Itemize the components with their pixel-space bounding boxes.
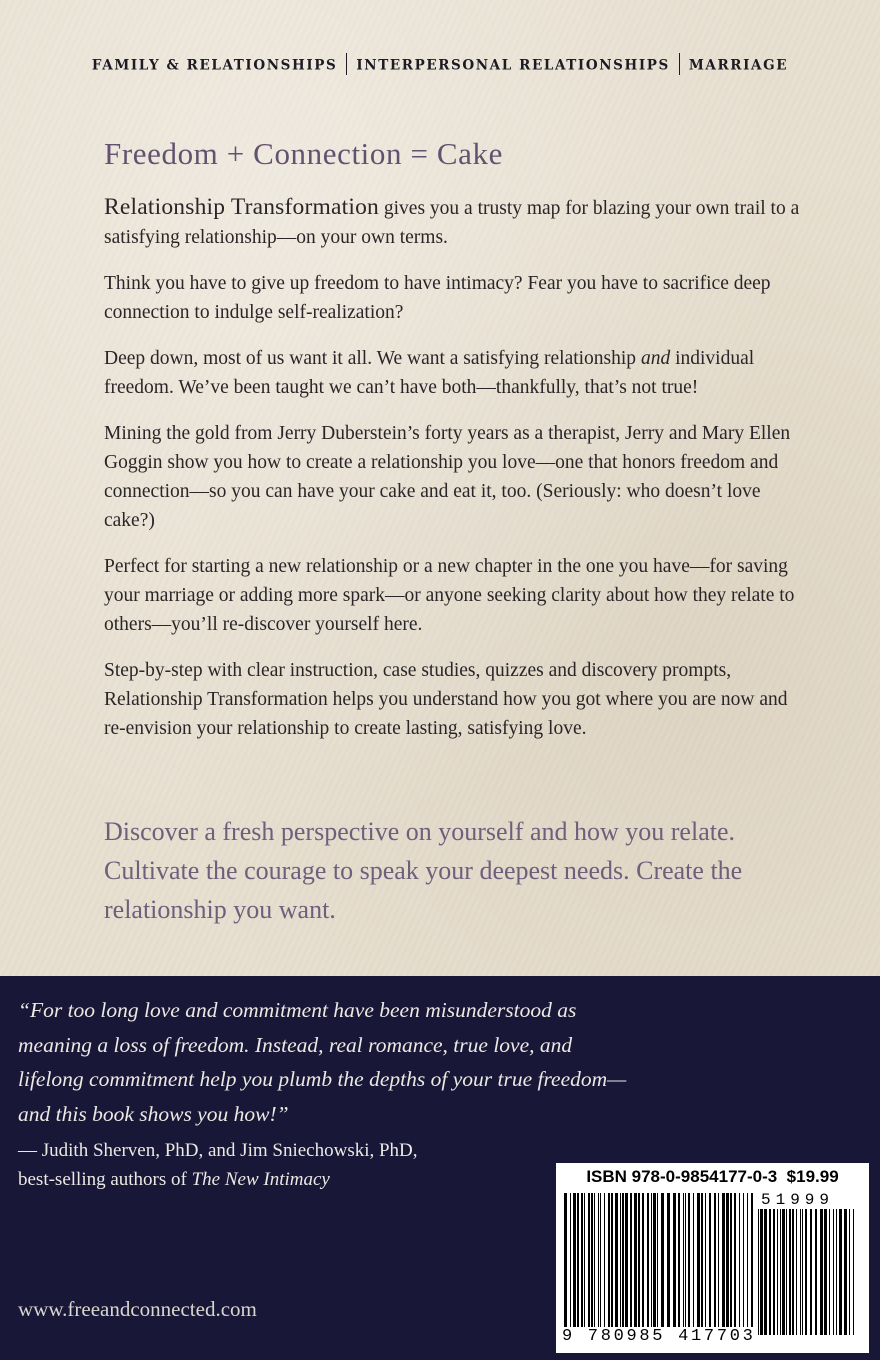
barcode-bar [824, 1209, 827, 1335]
barcode-bar [829, 1209, 830, 1335]
barcode-bar [796, 1209, 797, 1335]
barcode-bar [697, 1193, 700, 1335]
barcode-bar [615, 1193, 618, 1335]
barcode-bar [849, 1209, 850, 1335]
barcode-bar [608, 1193, 610, 1335]
barcode-bar [833, 1209, 834, 1335]
addon-code: 51999 [761, 1191, 835, 1209]
barcode-bar [564, 1193, 567, 1335]
barcode-bar [611, 1193, 613, 1335]
barcode-bar [839, 1209, 842, 1335]
barcode-bar [678, 1193, 680, 1335]
barcode-bar [642, 1193, 644, 1335]
barcode-bar [705, 1193, 706, 1335]
barcode-bar [584, 1193, 585, 1335]
barcode-bar [730, 1193, 732, 1335]
barcode-bar [657, 1193, 658, 1335]
barcode-bar [780, 1209, 781, 1335]
barcode-bar [598, 1193, 599, 1335]
attribution-prefix: best-selling authors of [18, 1169, 192, 1190]
barcode-bar [683, 1193, 684, 1335]
paragraph-4: Mining the gold from Jerry Duberstein’s forty years as a therapist, Jerry and Mary Ellen Goggin show you how to create a relationship you love—one that honors freedom and connection—so you can have your cake and eat it, too. (Seriously: who doesn’t love cake?) [104, 423, 791, 531]
barcode-bar [714, 1193, 716, 1335]
barcode-bar [651, 1193, 652, 1335]
paragraph-6: Step-by-step with clear instruction, case studies, quizzes and discovery prompts, Relationship Transformation helps you understand how you got where you are now and re-envision your relationship to create lasting, satisfying love. [104, 660, 788, 739]
paragraph-3 [104, 344, 804, 402]
barcode-bar [792, 1209, 794, 1335]
barcode-bar [581, 1193, 583, 1335]
intro-paragraph [104, 193, 804, 252]
isbn-label: ISBN 978-0-9854177-0-3 [586, 1167, 778, 1186]
ean-digits: 9 780985 417703 [562, 1327, 756, 1346]
barcode-bar [722, 1193, 725, 1335]
intro-rest: gives you a trusty map for blazing your own trail to a satisfying relationship—on your own terms. [104, 198, 800, 248]
barcode-bar [853, 1209, 854, 1335]
barcode-bar [661, 1193, 664, 1335]
barcode-bar [625, 1193, 628, 1335]
barcode-bar [769, 1209, 771, 1335]
testimonial-quote: “For too long love and commitment have been misunderstood as meaning a loss of freedom. Instead, real romance, true love, and lifelong commitment help you plumb the depths of your true freedom—and this book shows you how!” [18, 998, 627, 1126]
category-line [0, 55, 880, 77]
barcode-bar [701, 1193, 703, 1335]
barcode-bar [591, 1193, 593, 1335]
barcode-bar [747, 1193, 748, 1335]
barcode-bar [815, 1209, 817, 1335]
barcode-bar [802, 1209, 803, 1335]
category-separator [346, 53, 347, 75]
barcode-bar [734, 1193, 736, 1335]
headline: Freedom + Connection = Cake [104, 136, 503, 171]
tagline: Discover a fresh perspective on yourself and how you relate. Cultivate the courage to speak your deepest needs. Create the relationship you want. [104, 817, 743, 924]
paragraph-2: Think you have to give up freedom to have intimacy? Fear you have to sacrifice deep connection to indulge self-realization? [104, 273, 771, 323]
intro-lead: Relationship Transformation [104, 194, 379, 220]
barcode-bar [620, 1193, 621, 1335]
barcode-bar [647, 1193, 649, 1335]
barcode-bar [673, 1193, 676, 1335]
paragraph-5: Perfect for starting a new relationship or a new chapter in the one you have—for saving your marriage or adding more spark—or anyone seeking clarity about how they relate to others—you’ll re-discover yourself here. [104, 556, 795, 635]
category-separator [679, 53, 680, 75]
attribution-book-title: The New Intimacy [191, 1169, 330, 1190]
category-interpersonal: INTERPERSONAL RELATIONSHIPS [356, 57, 670, 74]
p3-after: individual freedom. We’ve been taught we can’t have both—thankfully, that’s not true! [104, 348, 755, 398]
barcode-bar [693, 1193, 694, 1335]
barcode-bar [739, 1193, 740, 1335]
barcode-box [556, 1163, 869, 1353]
barcode-bar [786, 1209, 787, 1335]
barcode-bar [751, 1193, 753, 1335]
barcode-bar [760, 1209, 763, 1335]
barcode-bar [594, 1193, 595, 1335]
barcode-bar [718, 1193, 719, 1335]
barcode-bar [758, 1209, 759, 1335]
barcode-bar [570, 1193, 571, 1335]
barcode-bar [622, 1193, 624, 1335]
barcode-bar [600, 1193, 601, 1335]
barcode-bars [564, 1193, 754, 1335]
barcode-bar [638, 1193, 640, 1335]
category-marriage: MARRIAGE [688, 57, 789, 74]
barcode-bar [653, 1193, 656, 1335]
barcode-bar [685, 1193, 686, 1335]
barcode-bar [743, 1193, 744, 1335]
website-url[interactable]: www.freeandconnected.com [18, 1297, 257, 1321]
p3-emphasis: and [640, 348, 671, 369]
barcode-bar [789, 1209, 791, 1335]
barcode-bar [667, 1193, 670, 1335]
barcode-bar [764, 1209, 767, 1335]
category-family: FAMILY & RELATIONSHIPS [91, 57, 338, 74]
isbn-line [556, 1167, 869, 1187]
p3-before: Deep down, most of us want it all. We want a satisfying relationship [104, 348, 641, 369]
barcode-bar [820, 1209, 823, 1335]
barcode-bar [844, 1209, 847, 1335]
barcode-bar [800, 1209, 801, 1335]
barcode-bar [805, 1209, 807, 1335]
barcode-bar [634, 1193, 637, 1335]
barcode-bar [588, 1193, 590, 1335]
barcode-bar [810, 1209, 812, 1335]
barcode-bar [577, 1193, 579, 1335]
attribution-line1: — Judith Sherven, PhD, and Jim Sniechowski, PhD, [18, 1140, 418, 1161]
barcode-bar [688, 1193, 690, 1335]
barcode-bar [777, 1209, 778, 1335]
barcode-bar [709, 1193, 711, 1335]
barcode-bar [836, 1209, 837, 1335]
testimonial-attribution [18, 1136, 518, 1194]
barcode-bar [573, 1193, 576, 1335]
price: $19.99 [786, 1167, 839, 1186]
barcode-bar [726, 1193, 729, 1335]
addon-barcode-bars [758, 1209, 858, 1335]
barcode-bar [773, 1209, 775, 1335]
description [104, 193, 804, 760]
barcode-bar [630, 1193, 632, 1335]
barcode-bar [782, 1209, 785, 1335]
barcode-bar [604, 1193, 605, 1335]
